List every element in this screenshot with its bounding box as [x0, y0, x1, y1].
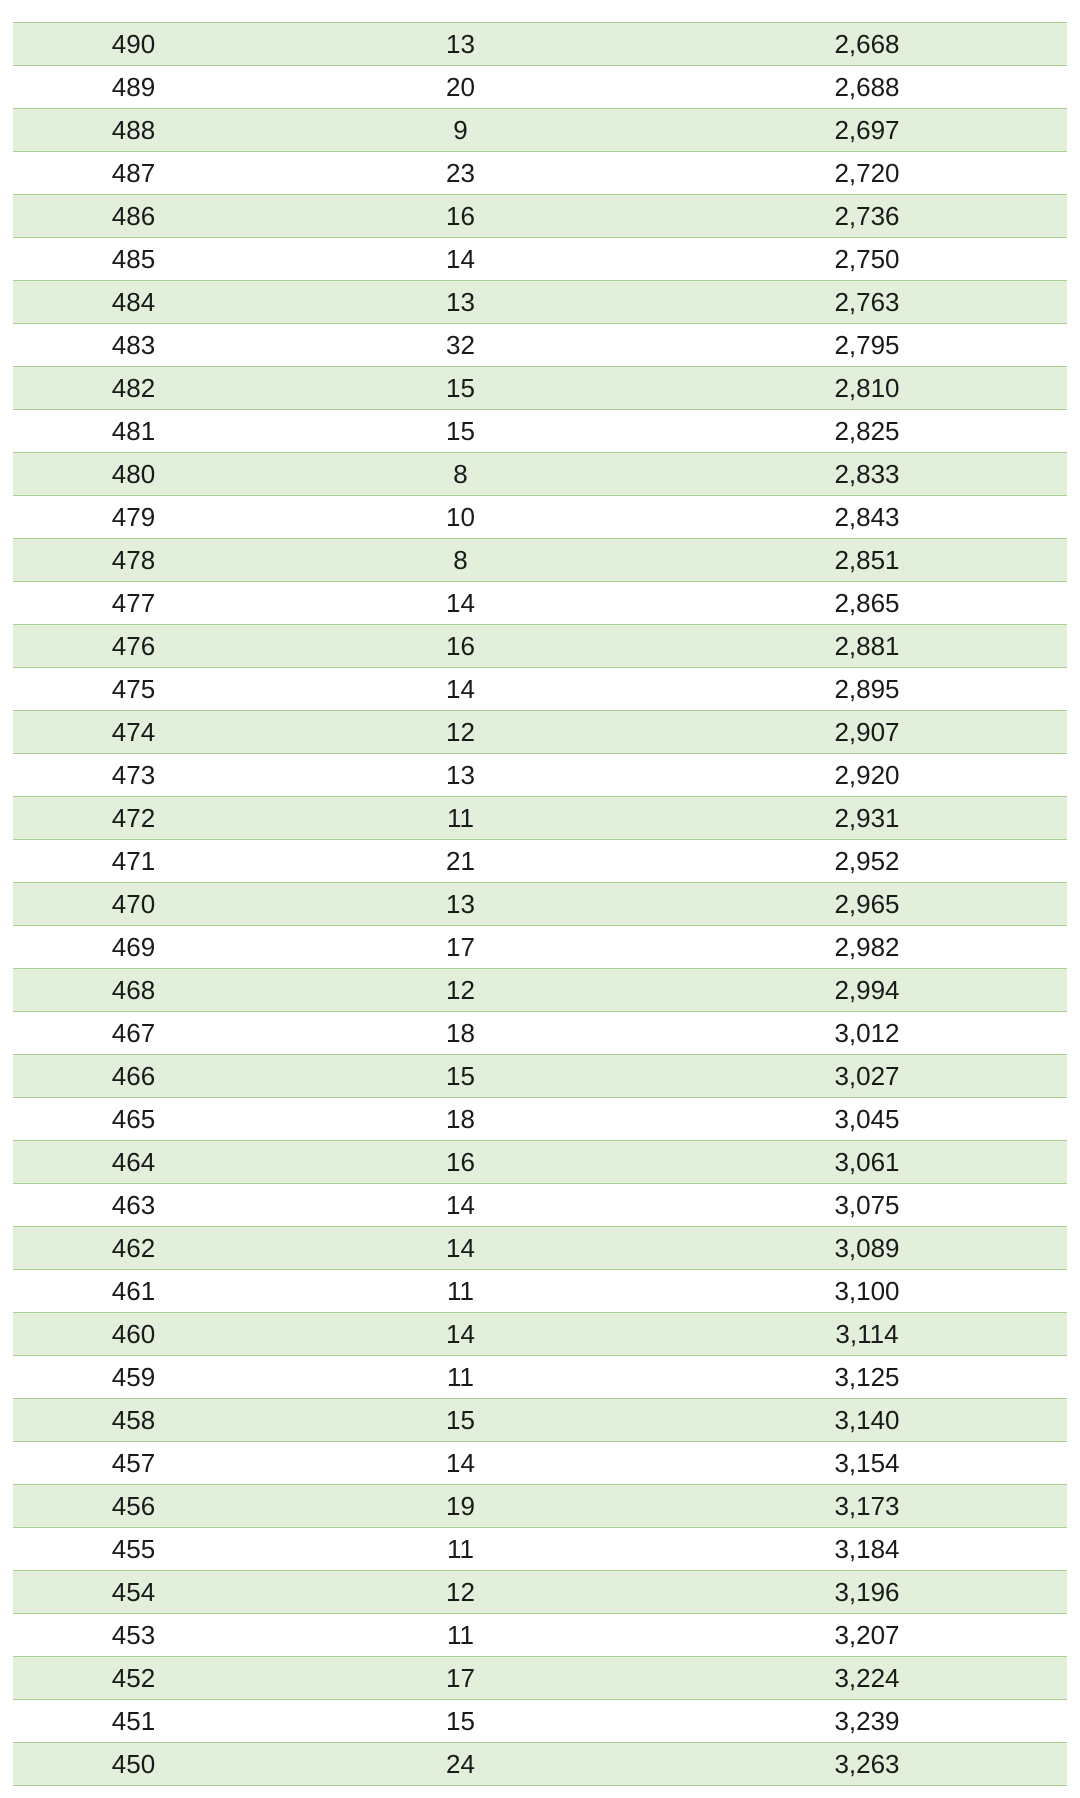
- cumulative-cell: 2,994: [667, 969, 1067, 1012]
- table-row: [13, 281, 1067, 324]
- table-row: [13, 453, 1067, 496]
- count-cell: 11: [254, 1356, 667, 1399]
- table-row: [13, 711, 1067, 754]
- cumulative-cell: 3,196: [667, 1571, 1067, 1614]
- table-row: [13, 625, 1067, 668]
- score-cell: 476: [13, 625, 254, 668]
- table-row: [13, 1442, 1067, 1485]
- cumulative-cell: 3,125: [667, 1356, 1067, 1399]
- table-row: [13, 883, 1067, 926]
- count-cell: 12: [254, 711, 667, 754]
- count-cell: 14: [254, 1313, 667, 1356]
- cumulative-cell: 3,100: [667, 1270, 1067, 1313]
- score-cell: 454: [13, 1571, 254, 1614]
- count-cell: 13: [254, 883, 667, 926]
- table-row: [13, 66, 1067, 109]
- table-row: [13, 1098, 1067, 1141]
- count-cell: 16: [254, 625, 667, 668]
- score-cell: 477: [13, 582, 254, 625]
- count-cell: 14: [254, 1227, 667, 1270]
- score-cell: 456: [13, 1485, 254, 1528]
- table-row: [13, 1399, 1067, 1442]
- table-row: [13, 840, 1067, 883]
- score-cell: 490: [13, 23, 254, 66]
- score-cell: 461: [13, 1270, 254, 1313]
- count-cell: 11: [254, 1528, 667, 1571]
- table-row: [13, 754, 1067, 797]
- cumulative-cell: 3,224: [667, 1657, 1067, 1700]
- count-cell: 14: [254, 1442, 667, 1485]
- count-cell: 15: [254, 410, 667, 453]
- score-cell: 481: [13, 410, 254, 453]
- cumulative-cell: 2,965: [667, 883, 1067, 926]
- cumulative-cell: 2,750: [667, 238, 1067, 281]
- count-cell: 24: [254, 1743, 667, 1786]
- score-cell: 478: [13, 539, 254, 582]
- cumulative-cell: 3,154: [667, 1442, 1067, 1485]
- table-row: [13, 1012, 1067, 1055]
- cumulative-cell: 2,865: [667, 582, 1067, 625]
- score-cell: 471: [13, 840, 254, 883]
- score-cell: 455: [13, 1528, 254, 1571]
- table-body: [13, 23, 1067, 1786]
- table-row: [13, 797, 1067, 840]
- table-row: [13, 668, 1067, 711]
- cumulative-cell: 2,763: [667, 281, 1067, 324]
- score-cell: 475: [13, 668, 254, 711]
- cumulative-cell: 2,931: [667, 797, 1067, 840]
- cumulative-cell: 3,263: [667, 1743, 1067, 1786]
- table-row: [13, 1657, 1067, 1700]
- count-cell: 32: [254, 324, 667, 367]
- count-cell: 11: [254, 1270, 667, 1313]
- score-cell: 469: [13, 926, 254, 969]
- count-cell: 18: [254, 1098, 667, 1141]
- table-row: [13, 496, 1067, 539]
- table-row: [13, 1528, 1067, 1571]
- cumulative-cell: 3,114: [667, 1313, 1067, 1356]
- cumulative-cell: 3,184: [667, 1528, 1067, 1571]
- count-cell: 14: [254, 668, 667, 711]
- score-cell: 467: [13, 1012, 254, 1055]
- cumulative-cell: 2,833: [667, 453, 1067, 496]
- score-cell: 465: [13, 1098, 254, 1141]
- table-row: [13, 1571, 1067, 1614]
- table-row: [13, 109, 1067, 152]
- table-row: [13, 195, 1067, 238]
- count-cell: 15: [254, 1055, 667, 1098]
- score-cell: 479: [13, 496, 254, 539]
- cumulative-cell: 3,089: [667, 1227, 1067, 1270]
- count-cell: 17: [254, 926, 667, 969]
- cumulative-cell: 2,720: [667, 152, 1067, 195]
- cumulative-cell: 2,907: [667, 711, 1067, 754]
- count-cell: 11: [254, 797, 667, 840]
- cumulative-cell: 2,825: [667, 410, 1067, 453]
- cumulative-cell: 3,207: [667, 1614, 1067, 1657]
- count-cell: 13: [254, 23, 667, 66]
- score-cell: 482: [13, 367, 254, 410]
- table-row: [13, 582, 1067, 625]
- count-cell: 11: [254, 1614, 667, 1657]
- table-row: [13, 1313, 1067, 1356]
- table-row: [13, 1141, 1067, 1184]
- score-cell: 474: [13, 711, 254, 754]
- cumulative-cell: 3,075: [667, 1184, 1067, 1227]
- table-row: [13, 152, 1067, 195]
- score-cell: 488: [13, 109, 254, 152]
- score-cell: 450: [13, 1743, 254, 1786]
- table-row: [13, 1356, 1067, 1399]
- table-row: [13, 410, 1067, 453]
- cumulative-cell: 3,012: [667, 1012, 1067, 1055]
- count-cell: 18: [254, 1012, 667, 1055]
- cumulative-cell: 2,920: [667, 754, 1067, 797]
- score-cell: 483: [13, 324, 254, 367]
- count-cell: 9: [254, 109, 667, 152]
- count-cell: 15: [254, 1399, 667, 1442]
- score-cell: 486: [13, 195, 254, 238]
- table-row: [13, 969, 1067, 1012]
- cumulative-cell: 2,843: [667, 496, 1067, 539]
- count-cell: 8: [254, 453, 667, 496]
- cumulative-cell: 2,952: [667, 840, 1067, 883]
- cumulative-cell: 2,697: [667, 109, 1067, 152]
- score-cell: 457: [13, 1442, 254, 1485]
- count-cell: 19: [254, 1485, 667, 1528]
- cumulative-cell: 3,045: [667, 1098, 1067, 1141]
- count-cell: 13: [254, 281, 667, 324]
- score-cell: 472: [13, 797, 254, 840]
- table-row: [13, 1055, 1067, 1098]
- count-cell: 12: [254, 1571, 667, 1614]
- count-cell: 15: [254, 367, 667, 410]
- count-cell: 15: [254, 1700, 667, 1743]
- cumulative-cell: 2,851: [667, 539, 1067, 582]
- table-row: [13, 238, 1067, 281]
- count-cell: 8: [254, 539, 667, 582]
- score-cell: 462: [13, 1227, 254, 1270]
- score-cell: 453: [13, 1614, 254, 1657]
- table-row: [13, 324, 1067, 367]
- score-cell: 451: [13, 1700, 254, 1743]
- cumulative-cell: 2,795: [667, 324, 1067, 367]
- score-cell: 452: [13, 1657, 254, 1700]
- score-cell: 459: [13, 1356, 254, 1399]
- count-cell: 16: [254, 195, 667, 238]
- count-cell: 20: [254, 66, 667, 109]
- cumulative-cell: 2,810: [667, 367, 1067, 410]
- table-row: [13, 1270, 1067, 1313]
- count-cell: 23: [254, 152, 667, 195]
- score-cell: 484: [13, 281, 254, 324]
- score-cell: 473: [13, 754, 254, 797]
- table-row: [13, 1743, 1067, 1786]
- count-cell: 14: [254, 1184, 667, 1227]
- table-row: [13, 1485, 1067, 1528]
- count-cell: 21: [254, 840, 667, 883]
- count-cell: 12: [254, 969, 667, 1012]
- cumulative-cell: 3,061: [667, 1141, 1067, 1184]
- table-row: [13, 1184, 1067, 1227]
- score-cell: 470: [13, 883, 254, 926]
- table-row: [13, 367, 1067, 410]
- cumulative-cell: 3,140: [667, 1399, 1067, 1442]
- score-cell: 468: [13, 969, 254, 1012]
- cumulative-cell: 2,982: [667, 926, 1067, 969]
- score-cell: 463: [13, 1184, 254, 1227]
- table-row: [13, 1614, 1067, 1657]
- cumulative-cell: 2,688: [667, 66, 1067, 109]
- table-row: [13, 539, 1067, 582]
- count-cell: 14: [254, 582, 667, 625]
- cumulative-cell: 3,173: [667, 1485, 1067, 1528]
- cumulative-cell: 3,027: [667, 1055, 1067, 1098]
- score-cell: 480: [13, 453, 254, 496]
- cumulative-cell: 2,895: [667, 668, 1067, 711]
- score-cell: 464: [13, 1141, 254, 1184]
- count-cell: 10: [254, 496, 667, 539]
- table-row: [13, 1700, 1067, 1743]
- count-cell: 13: [254, 754, 667, 797]
- cumulative-cell: 3,239: [667, 1700, 1067, 1743]
- table-row: [13, 926, 1067, 969]
- table-row: [13, 1227, 1067, 1270]
- score-cell: 460: [13, 1313, 254, 1356]
- cumulative-cell: 2,736: [667, 195, 1067, 238]
- score-cell: 489: [13, 66, 254, 109]
- cumulative-cell: 2,668: [667, 23, 1067, 66]
- score-cell: 466: [13, 1055, 254, 1098]
- data-sheet: [13, 22, 1067, 1786]
- cumulative-cell: 2,881: [667, 625, 1067, 668]
- count-cell: 17: [254, 1657, 667, 1700]
- data-table: [13, 22, 1067, 1786]
- score-cell: 458: [13, 1399, 254, 1442]
- score-cell: 485: [13, 238, 254, 281]
- count-cell: 16: [254, 1141, 667, 1184]
- score-cell: 487: [13, 152, 254, 195]
- count-cell: 14: [254, 238, 667, 281]
- table-row: [13, 23, 1067, 66]
